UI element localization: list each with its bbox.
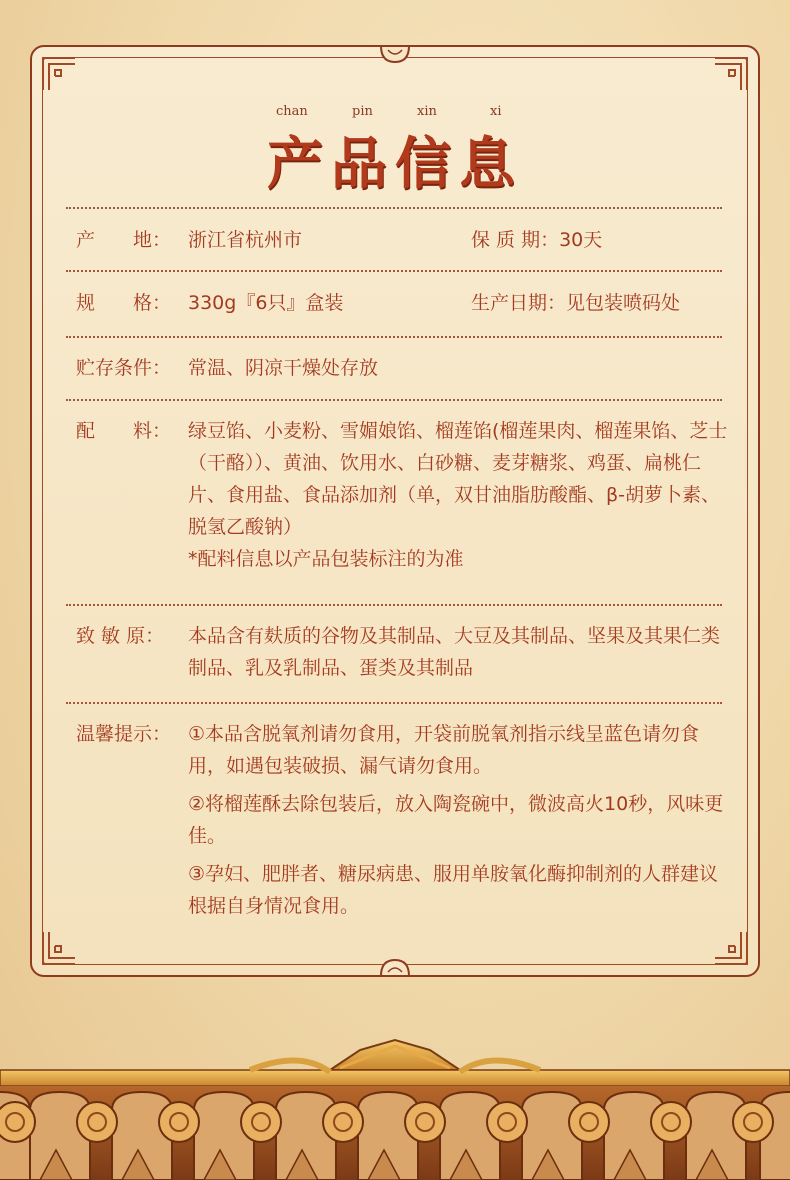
- page-title: 产品信息: [267, 131, 523, 197]
- origin-row: [76, 224, 730, 256]
- production-date-value: 见包装喷码处: [566, 292, 681, 314]
- tip-item-1: ①本品含脱氧剂请勿食用，开袋前脱氧剂指示线呈蓝色请勿食用，如遇包装破损、漏气请勿食用。: [188, 723, 700, 777]
- tips-list: [188, 718, 730, 928]
- cloud-medallion-icon: [379, 958, 411, 978]
- divider: [66, 604, 722, 606]
- tip-item-3: ③孕妇、肥胖者、糖尿病患、服用单胺氧化酶抑制剂的人群建议根据自身情况食用。: [188, 863, 719, 917]
- corner-ornament-icon: [41, 56, 77, 92]
- storage-label: 贮存条件：: [76, 357, 172, 379]
- ingredients-value: 绿豆馅、小麦粉、雪媚娘馅、榴莲馅(榴莲果肉、榴莲果馅、芝士（干酪））、黄油、饮用水、白砂糖、麦芽糖浆、鸡蛋、扁桃仁片、食用盐、食品添加剂（单，双甘油脂肪酸酯、β-胡萝卜素、脱氢乙酸钠）: [188, 420, 728, 538]
- roof-tiles-decoration: [0, 1010, 790, 1180]
- shelf-life-value: 30天: [559, 229, 603, 251]
- cloud-medallion-icon: [379, 44, 411, 64]
- divider: [66, 207, 722, 209]
- spec-label: 规 格：: [76, 292, 172, 314]
- divider: [66, 336, 722, 338]
- ingredients-note: *配料信息以产品包装标注的为准: [188, 548, 464, 570]
- tip-item-2: ②将榴莲酥去除包装后，放入陶瓷碗中，微波高火10秒，风味更佳。: [188, 793, 724, 847]
- corner-ornament-icon: [41, 930, 77, 966]
- allergen-value: 本品含有麸质的谷物及其制品、大豆及其制品、坚果及其果仁类制品、乳及乳制品、蛋类及其制品: [188, 625, 721, 679]
- pinyin-chan: chan: [276, 104, 308, 119]
- production-date: [471, 287, 680, 319]
- storage-row: [76, 352, 730, 384]
- ingredients-row: [76, 415, 730, 595]
- ingredients-label: 配 料：: [76, 420, 172, 442]
- corner-ornament-icon: [713, 56, 749, 92]
- spec-value: 330g『6只』盒装: [188, 292, 344, 314]
- tips-label: 温馨提示：: [76, 723, 172, 745]
- pinyin-xin: xin: [417, 104, 437, 119]
- origin-value: 浙江省杭州市: [188, 229, 303, 251]
- divider: [66, 702, 722, 704]
- production-date-label: 生产日期：: [471, 292, 567, 314]
- shelf-life-label: 保 质 期：: [471, 229, 560, 251]
- allergen-row: [76, 620, 730, 690]
- origin-label: 产 地：: [76, 229, 172, 251]
- shelf-life: [471, 224, 602, 256]
- tips-row: [76, 718, 730, 948]
- ingredients-block: [188, 415, 730, 575]
- divider: [66, 399, 722, 401]
- pinyin-xi: xi: [490, 104, 502, 119]
- storage-value: 常温、阴凉干燥处存放: [188, 357, 379, 379]
- divider: [66, 270, 722, 272]
- pinyin-pin: pin: [352, 104, 373, 119]
- spec-row: [76, 287, 730, 319]
- allergen-label: 致 敏 原：: [76, 625, 165, 647]
